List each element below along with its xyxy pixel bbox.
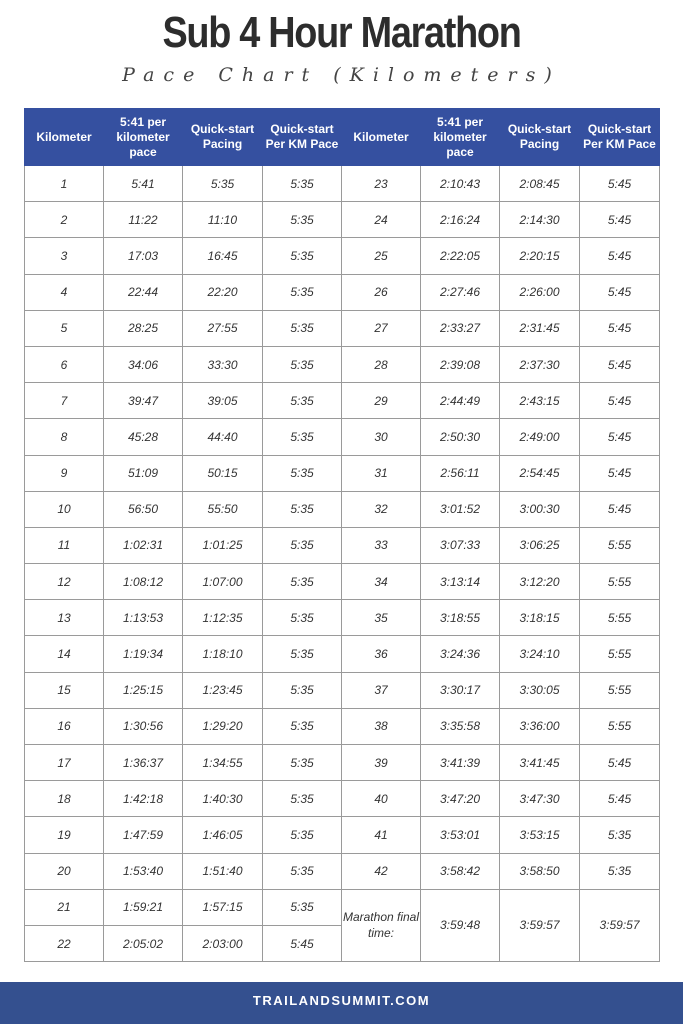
table-cell: 5 bbox=[25, 310, 104, 346]
table-cell: 1:12:35 bbox=[183, 600, 263, 636]
table-cell: 5:55 bbox=[580, 636, 660, 672]
table-cell: 3:36:00 bbox=[500, 708, 580, 744]
table-cell: 34 bbox=[342, 564, 421, 600]
table-cell: 24 bbox=[342, 202, 421, 238]
marathon-final-time: 3:59:57 bbox=[580, 889, 660, 961]
table-cell: 16:45 bbox=[183, 238, 263, 274]
table-cell: 14 bbox=[25, 636, 104, 672]
table-cell: 22:20 bbox=[183, 274, 263, 310]
table-cell: 35 bbox=[342, 600, 421, 636]
table-cell: 5:45 bbox=[580, 346, 660, 382]
table-row bbox=[25, 346, 660, 382]
table-cell: 3:41:39 bbox=[421, 745, 500, 781]
table-row bbox=[25, 745, 660, 781]
table-cell: 3:18:55 bbox=[421, 600, 500, 636]
table-cell: 1:01:25 bbox=[183, 527, 263, 563]
table-cell: 27:55 bbox=[183, 310, 263, 346]
table-cell: 34:06 bbox=[104, 346, 183, 382]
table-cell: 37 bbox=[342, 672, 421, 708]
table-cell: 5:35 bbox=[263, 491, 342, 527]
table-cell: 21 bbox=[25, 889, 104, 925]
table-cell: 8 bbox=[25, 419, 104, 455]
table-cell: 36 bbox=[342, 636, 421, 672]
table-cell: 39:05 bbox=[183, 383, 263, 419]
table-cell: 45:28 bbox=[104, 419, 183, 455]
table-cell: 3:53:01 bbox=[421, 817, 500, 853]
table-cell: 1:19:34 bbox=[104, 636, 183, 672]
column-header: Quick-start Pacing bbox=[500, 109, 580, 166]
column-header: 5:41 per kilometer pace bbox=[104, 109, 183, 166]
table-cell: 9 bbox=[25, 455, 104, 491]
table-row bbox=[25, 564, 660, 600]
table-cell: 5:35 bbox=[580, 853, 660, 889]
table-header-row bbox=[25, 109, 660, 166]
table-cell: 5:35 bbox=[263, 238, 342, 274]
table-cell: 5:35 bbox=[263, 745, 342, 781]
table-cell: 15 bbox=[25, 672, 104, 708]
table-cell: 12 bbox=[25, 564, 104, 600]
table-cell: 3:00:30 bbox=[500, 491, 580, 527]
table-cell: 5:35 bbox=[263, 383, 342, 419]
table-cell: 28 bbox=[342, 346, 421, 382]
table-cell: 5:45 bbox=[580, 202, 660, 238]
table-row bbox=[25, 310, 660, 346]
table-cell: 1 bbox=[25, 166, 104, 202]
table-cell: 3:41:45 bbox=[500, 745, 580, 781]
table-cell: 5:35 bbox=[263, 166, 342, 202]
table-cell: 5:45 bbox=[580, 383, 660, 419]
table-row bbox=[25, 636, 660, 672]
table-cell: 5:55 bbox=[580, 527, 660, 563]
table-cell: 3:58:50 bbox=[500, 853, 580, 889]
table-cell: 40 bbox=[342, 781, 421, 817]
table-row bbox=[25, 274, 660, 310]
table-cell: 1:46:05 bbox=[183, 817, 263, 853]
table-cell: 1:53:40 bbox=[104, 853, 183, 889]
table-cell: 13 bbox=[25, 600, 104, 636]
table-cell: 2:20:15 bbox=[500, 238, 580, 274]
table-row bbox=[25, 527, 660, 563]
table-cell: 11:10 bbox=[183, 202, 263, 238]
page-title: Sub 4 Hour Marathon bbox=[162, 8, 521, 57]
table-cell: 28:25 bbox=[104, 310, 183, 346]
table-cell: 5:35 bbox=[263, 274, 342, 310]
table-cell: 5:45 bbox=[580, 745, 660, 781]
table-cell: 3:35:58 bbox=[421, 708, 500, 744]
table-cell: 3:53:15 bbox=[500, 817, 580, 853]
table-cell: 27 bbox=[342, 310, 421, 346]
table-cell: 16 bbox=[25, 708, 104, 744]
table-cell: 3:24:10 bbox=[500, 636, 580, 672]
column-header: Quick-start Pacing bbox=[183, 109, 263, 166]
table-cell: 55:50 bbox=[183, 491, 263, 527]
table-cell: 5:35 bbox=[263, 708, 342, 744]
table-cell: 51:09 bbox=[104, 455, 183, 491]
table-cell: 3:24:36 bbox=[421, 636, 500, 672]
table-cell: 5:45 bbox=[580, 166, 660, 202]
column-header: Quick-start Per KM Pace bbox=[263, 109, 342, 166]
table-cell: 1:42:18 bbox=[104, 781, 183, 817]
table-cell: 11:22 bbox=[104, 202, 183, 238]
table-cell: 3:58:42 bbox=[421, 853, 500, 889]
table-cell: 3:30:05 bbox=[500, 672, 580, 708]
table-cell: 56:50 bbox=[104, 491, 183, 527]
table-cell: 2:14:30 bbox=[500, 202, 580, 238]
table-cell: 2:10:43 bbox=[421, 166, 500, 202]
table-row bbox=[25, 600, 660, 636]
table-cell: 41 bbox=[342, 817, 421, 853]
table-cell: 7 bbox=[25, 383, 104, 419]
table-cell: 2:56:11 bbox=[421, 455, 500, 491]
table-cell: 1:47:59 bbox=[104, 817, 183, 853]
table-cell: 29 bbox=[342, 383, 421, 419]
table-cell: 2:44:49 bbox=[421, 383, 500, 419]
table-row bbox=[25, 455, 660, 491]
table-cell: 3:30:17 bbox=[421, 672, 500, 708]
table-cell: 3:47:20 bbox=[421, 781, 500, 817]
table-cell: 3:06:25 bbox=[500, 527, 580, 563]
table-row bbox=[25, 781, 660, 817]
table-cell: 5:55 bbox=[580, 672, 660, 708]
table-cell: 5:35 bbox=[263, 817, 342, 853]
marathon-final-time: 3:59:48 bbox=[421, 889, 500, 961]
table-cell: 3:01:52 bbox=[421, 491, 500, 527]
table-cell: 5:45 bbox=[580, 491, 660, 527]
table-cell: 42 bbox=[342, 853, 421, 889]
table-row bbox=[25, 817, 660, 853]
table-cell: 20 bbox=[25, 853, 104, 889]
table-row bbox=[25, 889, 660, 925]
table-cell: 2:03:00 bbox=[183, 925, 263, 961]
table-cell: 2:33:27 bbox=[421, 310, 500, 346]
table-cell: 2:39:08 bbox=[421, 346, 500, 382]
column-header: Quick-start Per KM Pace bbox=[580, 109, 660, 166]
table-cell: 4 bbox=[25, 274, 104, 310]
table-cell: 1:13:53 bbox=[104, 600, 183, 636]
table-cell: 3:12:20 bbox=[500, 564, 580, 600]
table-cell: 5:35 bbox=[263, 527, 342, 563]
footer-site-link[interactable]: TRAILANDSUMMIT.COM bbox=[0, 982, 683, 1024]
table-cell: 1:18:10 bbox=[183, 636, 263, 672]
table-cell: 11 bbox=[25, 527, 104, 563]
table-cell: 5:35 bbox=[263, 564, 342, 600]
table-cell: 2:16:24 bbox=[421, 202, 500, 238]
table-cell: 1:08:12 bbox=[104, 564, 183, 600]
table-cell: 5:45 bbox=[580, 310, 660, 346]
table-cell: 17 bbox=[25, 745, 104, 781]
table-cell: 1:40:30 bbox=[183, 781, 263, 817]
table-cell: 5:55 bbox=[580, 708, 660, 744]
table-cell: 5:35 bbox=[263, 636, 342, 672]
table-cell: 1:34:55 bbox=[183, 745, 263, 781]
table-cell: 2:05:02 bbox=[104, 925, 183, 961]
table-cell: 3:47:30 bbox=[500, 781, 580, 817]
table-row bbox=[25, 853, 660, 889]
table-cell: 2:27:46 bbox=[421, 274, 500, 310]
table-cell: 5:35 bbox=[263, 419, 342, 455]
table-cell: 3:13:14 bbox=[421, 564, 500, 600]
table-row bbox=[25, 708, 660, 744]
column-header: Kilometer bbox=[342, 109, 421, 166]
table-cell: 1:02:31 bbox=[104, 527, 183, 563]
table-cell: 1:57:15 bbox=[183, 889, 263, 925]
table-cell: 2:43:15 bbox=[500, 383, 580, 419]
table-cell: 6 bbox=[25, 346, 104, 382]
table-cell: 1:30:56 bbox=[104, 708, 183, 744]
table-row bbox=[25, 491, 660, 527]
table-cell: 5:55 bbox=[580, 600, 660, 636]
table-cell: 5:45 bbox=[580, 274, 660, 310]
table-cell: 3:18:15 bbox=[500, 600, 580, 636]
table-cell: 31 bbox=[342, 455, 421, 491]
column-header: 5:41 per kilometer pace bbox=[421, 109, 500, 166]
table-cell: 23 bbox=[342, 166, 421, 202]
table-cell: 22 bbox=[25, 925, 104, 961]
table-cell: 5:45 bbox=[580, 238, 660, 274]
table-row bbox=[25, 419, 660, 455]
table-cell: 2:37:30 bbox=[500, 346, 580, 382]
table-cell: 3:07:33 bbox=[421, 527, 500, 563]
table-cell: 1:07:00 bbox=[183, 564, 263, 600]
table-cell: 5:55 bbox=[580, 564, 660, 600]
table-cell: 5:35 bbox=[263, 672, 342, 708]
table-cell: 5:45 bbox=[263, 925, 342, 961]
table-cell: 5:35 bbox=[263, 781, 342, 817]
table-cell: 5:45 bbox=[580, 455, 660, 491]
table-cell: 5:41 bbox=[104, 166, 183, 202]
table-cell: 5:35 bbox=[263, 310, 342, 346]
table-row bbox=[25, 672, 660, 708]
marathon-final-label: Marathon final time: bbox=[342, 889, 421, 961]
table-cell: 5:45 bbox=[580, 781, 660, 817]
table-cell: 30 bbox=[342, 419, 421, 455]
table-cell: 2:31:45 bbox=[500, 310, 580, 346]
table-cell: 2:26:00 bbox=[500, 274, 580, 310]
table-cell: 33:30 bbox=[183, 346, 263, 382]
table-cell: 2:54:45 bbox=[500, 455, 580, 491]
table-cell: 19 bbox=[25, 817, 104, 853]
table-cell: 2:08:45 bbox=[500, 166, 580, 202]
table-cell: 44:40 bbox=[183, 419, 263, 455]
table-cell: 1:23:45 bbox=[183, 672, 263, 708]
table-cell: 32 bbox=[342, 491, 421, 527]
table-cell: 1:51:40 bbox=[183, 853, 263, 889]
table-cell: 1:29:20 bbox=[183, 708, 263, 744]
table-cell: 33 bbox=[342, 527, 421, 563]
table-cell: 5:45 bbox=[580, 419, 660, 455]
pace-chart-table bbox=[24, 108, 660, 962]
table-cell: 39 bbox=[342, 745, 421, 781]
table-row bbox=[25, 166, 660, 202]
table-cell: 5:35 bbox=[263, 455, 342, 491]
table-cell: 5:35 bbox=[263, 202, 342, 238]
table-cell: 25 bbox=[342, 238, 421, 274]
table-cell: 10 bbox=[25, 491, 104, 527]
table-cell: 5:35 bbox=[183, 166, 263, 202]
table-cell: 5:35 bbox=[263, 889, 342, 925]
table-row bbox=[25, 383, 660, 419]
table-cell: 5:35 bbox=[263, 600, 342, 636]
table-row bbox=[25, 238, 660, 274]
table-cell: 2:50:30 bbox=[421, 419, 500, 455]
table-cell: 1:25:15 bbox=[104, 672, 183, 708]
table-cell: 50:15 bbox=[183, 455, 263, 491]
table-row bbox=[25, 202, 660, 238]
table-cell: 38 bbox=[342, 708, 421, 744]
table-cell: 1:59:21 bbox=[104, 889, 183, 925]
page-subtitle: Pace Chart (Kilometers) bbox=[122, 64, 561, 86]
table-cell: 17:03 bbox=[104, 238, 183, 274]
table-cell: 5:35 bbox=[263, 346, 342, 382]
table-cell: 2 bbox=[25, 202, 104, 238]
table-cell: 18 bbox=[25, 781, 104, 817]
table-cell: 5:35 bbox=[263, 853, 342, 889]
table-cell: 1:36:37 bbox=[104, 745, 183, 781]
marathon-final-time: 3:59:57 bbox=[500, 889, 580, 961]
table-cell: 26 bbox=[342, 274, 421, 310]
table-cell: 39:47 bbox=[104, 383, 183, 419]
table-cell: 22:44 bbox=[104, 274, 183, 310]
table-cell: 3 bbox=[25, 238, 104, 274]
table-cell: 5:35 bbox=[580, 817, 660, 853]
table-cell: 2:22:05 bbox=[421, 238, 500, 274]
table-cell: 2:49:00 bbox=[500, 419, 580, 455]
column-header: Kilometer bbox=[25, 109, 104, 166]
